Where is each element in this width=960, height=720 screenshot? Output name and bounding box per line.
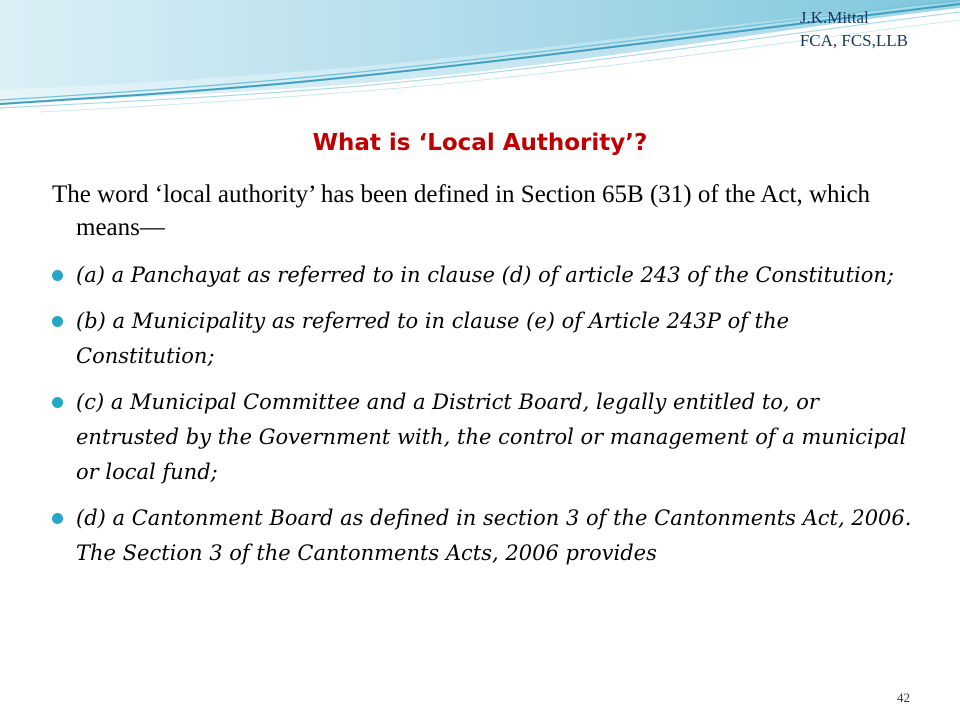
bullet-dot-icon: [52, 270, 63, 281]
bullet-dot-icon: [52, 513, 63, 524]
bullet-text: (c) a Municipal Committee and a District Board, legally entitled to, or entrusted by the Government with, the control or management of a municipal or local fund;: [76, 390, 907, 484]
author-credentials: FCA, FCS,LLB: [799, 31, 908, 50]
bullet-text: (a) a Panchayat as referred to in clause (d) of article 243 of the Constitution;: [76, 263, 894, 287]
bullet-item-a: [52, 258, 912, 293]
author-name: J.K.Mittal: [799, 8, 869, 27]
bullet-text: (b) a Municipality as referred to in clause (e) of Article 243P of the Constitution;: [76, 309, 790, 368]
bullet-dot-icon: [52, 397, 63, 408]
bullet-item-c: [52, 385, 912, 490]
bullet-list: [52, 258, 912, 582]
bullet-item-b: [52, 304, 912, 374]
bullet-item-d: [52, 501, 912, 571]
bullet-dot-icon: [52, 316, 63, 327]
bullet-text: (d) a Cantonment Board as defined in section 3 of the Cantonments Act, 2006. The Section 3 of the Cantonments Acts, 2006 provides: [76, 506, 912, 565]
author-credit: [800, 6, 908, 52]
slide-title: What is ‘Local Authority’?: [312, 130, 648, 156]
intro-paragraph: The word ‘local authority’ has been defined in Section 65B (31) of the Act, which means—: [52, 181, 871, 241]
page-number: 42: [897, 690, 910, 705]
